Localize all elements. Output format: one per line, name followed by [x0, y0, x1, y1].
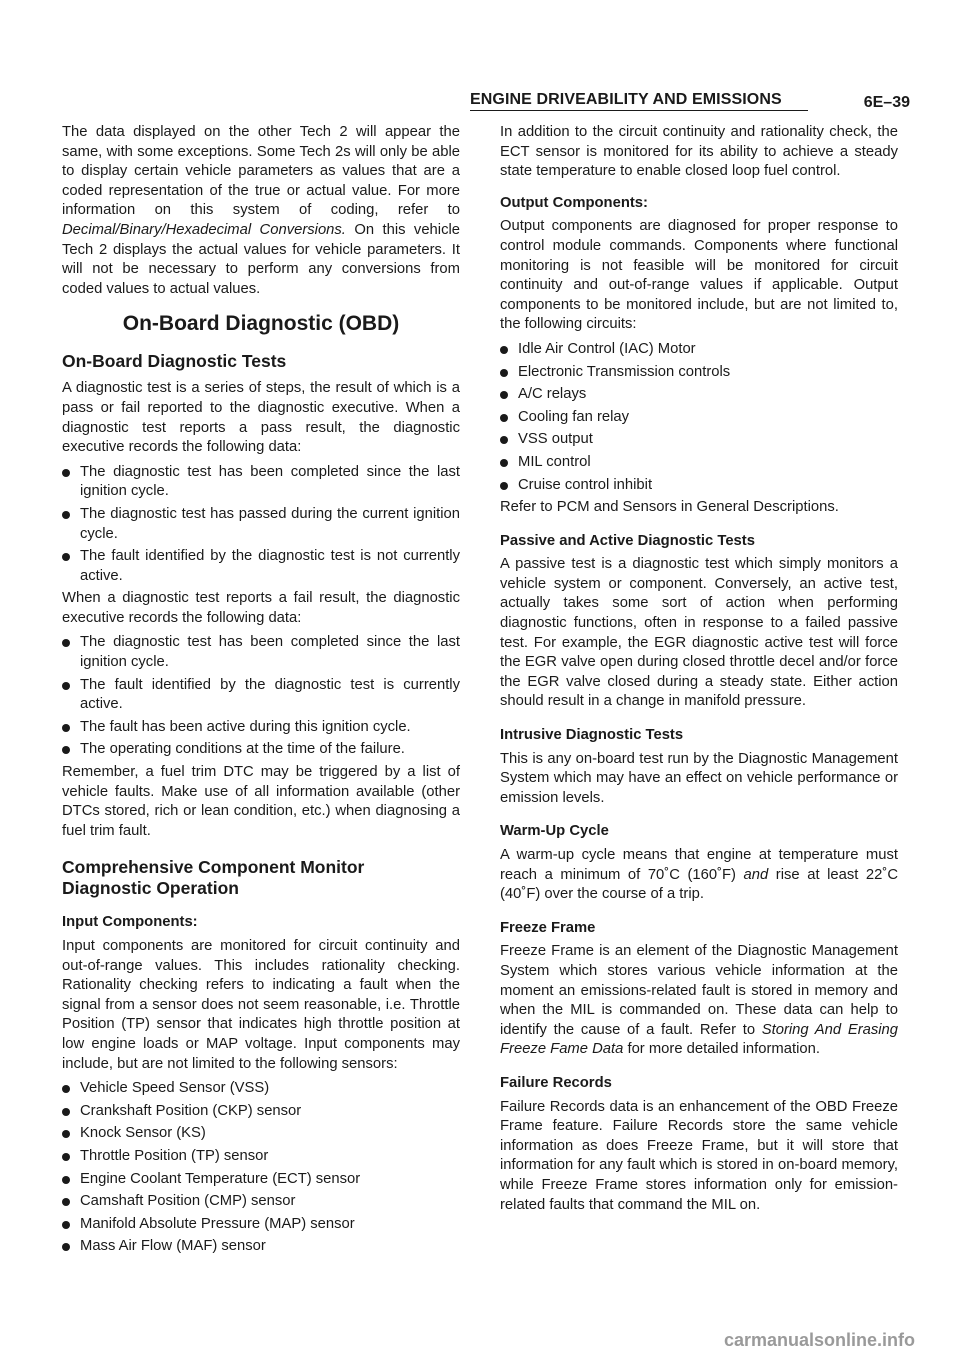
- list-item: [62, 1147, 460, 1167]
- bullet-icon: [62, 1243, 70, 1251]
- list-item: [500, 476, 898, 496]
- bullet-icon: [62, 1176, 70, 1184]
- list-item: [62, 740, 460, 760]
- header-rule: [470, 110, 808, 111]
- warmup-text: [500, 846, 898, 905]
- list-item: [62, 1192, 460, 1212]
- bullet-icon: [500, 346, 508, 354]
- failure-records-heading: Failure Records: [500, 1074, 612, 1091]
- tests-heading: On-Board Diagnostic Tests: [62, 351, 287, 372]
- freeze-frame-reference: Storing And Erasing Freeze Fame Data: [500, 1021, 898, 1058]
- left-column: [62, 123, 460, 1260]
- list-item-text: Engine Coolant Temperature (ECT) sensor: [80, 1170, 361, 1187]
- intro-paragraph: [62, 123, 460, 299]
- bullet-icon: [62, 1221, 70, 1229]
- right-column: [500, 123, 898, 1215]
- warmup-heading: Warm-Up Cycle: [500, 823, 609, 840]
- warmup-text-b: rise at least 22˚C (40˚F) over the course of a trip.: [500, 866, 898, 903]
- bullet-icon: [500, 436, 508, 444]
- tests-intro: A diagnostic test is a series of steps, the result of which is a pass or fail reported to the diagnostic executive. When a diagnostic test reports a pass result, the diagnostic executive records the following data:: [62, 380, 460, 456]
- list-item-text: Crankshaft Position (CKP) sensor: [80, 1102, 302, 1119]
- bullet-icon: [62, 724, 70, 732]
- bullet-icon: [500, 391, 508, 399]
- list-item-text: Vehicle Speed Sensor (VSS): [80, 1080, 270, 1097]
- warmup-and: and: [743, 866, 769, 883]
- list-item: [62, 1079, 460, 1099]
- bullet-icon: [62, 553, 70, 561]
- passive-active-text: A passive test is a diagnostic test which simply monitors a vehicle system or component. Conversely, an active test, actually takes some sort of action when performing diagnostic functions, often in response to a failed passive test. For example, the EGR diagnostic active test will force the EGR valve open during closed throttle decel and/or force the EGR valve closed during a steady state. Either action should result in a change in manifold pressure.: [500, 556, 898, 710]
- list-item: [500, 453, 898, 473]
- fail-list: [62, 633, 460, 760]
- fail-intro: When a diagnostic test reports a fail result, the diagnostic executive records the following data:: [62, 590, 460, 626]
- output-list: [500, 340, 898, 495]
- list-item: [500, 340, 898, 360]
- list-item-text: The fault has been active during this ignition cycle.: [80, 718, 411, 735]
- list-item-text: Cruise control inhibit: [518, 476, 653, 493]
- refer-paragraph: Refer to PCM and Sensors in General Descriptions.: [500, 499, 839, 516]
- list-item: [62, 633, 460, 672]
- sensor-list: [62, 1079, 460, 1257]
- bullet-icon: [500, 414, 508, 422]
- bullet-icon: [62, 1108, 70, 1116]
- bullet-icon: [62, 1153, 70, 1161]
- output-components-heading: Output Components:: [500, 194, 648, 211]
- list-item-text: The operating conditions at the time of the failure.: [80, 741, 405, 758]
- ccm-heading-line-1: Comprehensive Component Monitor: [62, 857, 365, 878]
- bullet-icon: [62, 511, 70, 519]
- remember-paragraph: Remember, a fuel trim DTC may be triggered by a list of vehicle faults. Make use of all information available (other DTCs stored, rich or lean condition, etc.) when diagnosing a fuel trim fault.: [62, 764, 460, 839]
- input-components-text: Input components are monitored for circuit continuity and out-of-range values. This includes rationality checking. Rationality checking refers to indicating a fault when the signal from a sensor does not seem reasonable, i.e. Throttle Position (TP) sensor that indicates high throttle position at low engine loads or MAP voltage. Input components may include, but are not limited to the following sensors:: [62, 938, 460, 1072]
- intro-text-b: On this vehicle Tech 2 displays the actual values for vehicle parameters. It will not be necessary to perform any conversions from coded values to actual values.: [62, 221, 460, 297]
- pass-list: [62, 463, 460, 587]
- obd-heading: On-Board Diagnostic (OBD): [122, 312, 400, 336]
- bullet-icon: [62, 1085, 70, 1093]
- list-item: [62, 1124, 460, 1144]
- bullet-icon: [500, 459, 508, 467]
- list-item-text: Manifold Absolute Pressure (MAP) sensor: [80, 1215, 355, 1232]
- ccm-heading: [62, 857, 460, 899]
- list-item-text: Throttle Position (TP) sensor: [80, 1147, 269, 1164]
- list-item-text: A/C relays: [518, 386, 587, 403]
- intrusive-text: This is any on-board test run by the Diagnostic Management System which may have an effect on vehicle performance or emission levels.: [500, 750, 898, 806]
- list-item-text: The fault identified by the diagnostic test is not currently active.: [80, 548, 460, 584]
- intrusive-heading: Intrusive Diagnostic Tests: [500, 727, 684, 744]
- bullet-icon: [62, 682, 70, 690]
- list-item: [62, 1215, 460, 1235]
- list-item: [62, 505, 460, 544]
- list-item: [62, 463, 460, 502]
- list-item-text: Knock Sensor (KS): [80, 1125, 206, 1142]
- list-item: [500, 363, 898, 383]
- list-item: [62, 1102, 460, 1122]
- list-item-text: MIL control: [518, 453, 591, 470]
- bullet-icon: [62, 1130, 70, 1138]
- list-item: [62, 547, 460, 586]
- list-item-text: The diagnostic test has been completed since the last ignition cycle.: [80, 463, 460, 500]
- ect-paragraph: In addition to the circuit continuity and rationality check, the ECT sensor is monitored for its ability to achieve a steady state temperature to enable closed loop fuel control.: [500, 124, 898, 180]
- freeze-frame-heading: Freeze Frame: [500, 919, 596, 936]
- running-header-title: ENGINE DRIVEABILITY AND EMISSIONS: [470, 91, 782, 108]
- bullet-icon: [62, 746, 70, 754]
- bullet-icon: [62, 469, 70, 477]
- list-item: [500, 430, 898, 450]
- list-item: [62, 676, 460, 715]
- freeze-frame-text: [500, 942, 898, 1060]
- list-item: [62, 718, 460, 738]
- list-item-text: Electronic Transmission controls: [518, 363, 731, 380]
- bullet-icon: [500, 482, 508, 490]
- ccm-heading-line-2: Diagnostic Operation: [62, 878, 239, 899]
- watermark: carmanualsonline.info: [723, 1330, 915, 1350]
- list-item-text: The diagnostic test has passed during the current ignition cycle.: [80, 505, 460, 542]
- freeze-text-a: Freeze Frame is an element of the Diagnostic Management System which stores various vehicle information at the moment an emissions-related fault is stored in memory and when the MIL is commanded on. These data can help to identify the cause of a fault. Refer to: [500, 943, 898, 1038]
- page-number: 6E–39: [863, 94, 910, 111]
- warmup-text-a: A warm-up cycle means that engine at temperature must reach a minimum of 70˚C (160˚F): [500, 847, 898, 883]
- intro-text-a: The data displayed on the other Tech 2 will appear the same, with some exceptions. Some Tech 2s will only be able to display certain vehicle parameters as values that are a coded representation of the true or actual value. For more information on this system of coding, refer to: [62, 124, 460, 219]
- list-item-text: Cooling fan relay: [518, 408, 630, 425]
- list-item: [62, 1237, 460, 1257]
- list-item-text: VSS output: [518, 431, 593, 448]
- bullet-icon: [62, 1198, 70, 1206]
- list-item-text: Camshaft Position (CMP) sensor: [80, 1193, 296, 1210]
- freeze-text-b: for more detailed information.: [623, 1041, 820, 1058]
- list-item-text: Idle Air Control (IAC) Motor: [518, 340, 696, 357]
- list-item-text: Mass Air Flow (MAF) sensor: [80, 1238, 266, 1255]
- passive-active-heading: Passive and Active Diagnostic Tests: [500, 532, 755, 549]
- list-item: [500, 385, 898, 405]
- bullet-icon: [500, 369, 508, 377]
- output-components-text: Output components are diagnosed for proper response to control module commands. Components where functional monitoring is not feasible will be monitored for circuit continuity and out-of-range values if applicable. Output components to be monitored include, but are not limited to, the following circuits:: [500, 218, 898, 333]
- input-components-heading: Input Components:: [62, 914, 198, 931]
- list-item-text: The diagnostic test has been completed since the last ignition cycle.: [80, 634, 460, 671]
- conversions-reference: Decimal/Binary/Hexadecimal Conversions.: [62, 221, 346, 238]
- list-item: [62, 1170, 460, 1190]
- failure-records-text: Failure Records data is an enhancement of the OBD Freeze Frame feature. Failure Records store the same vehicle information as does Freeze Frame, but it will store that information for any fault which is stored in on-board memory, while Freeze Frame stores information only for emission-related faults that command the MIL on.: [500, 1098, 898, 1213]
- bullet-icon: [62, 639, 70, 647]
- list-item-text: The fault identified by the diagnostic test is currently active.: [80, 676, 460, 713]
- list-item: [500, 408, 898, 428]
